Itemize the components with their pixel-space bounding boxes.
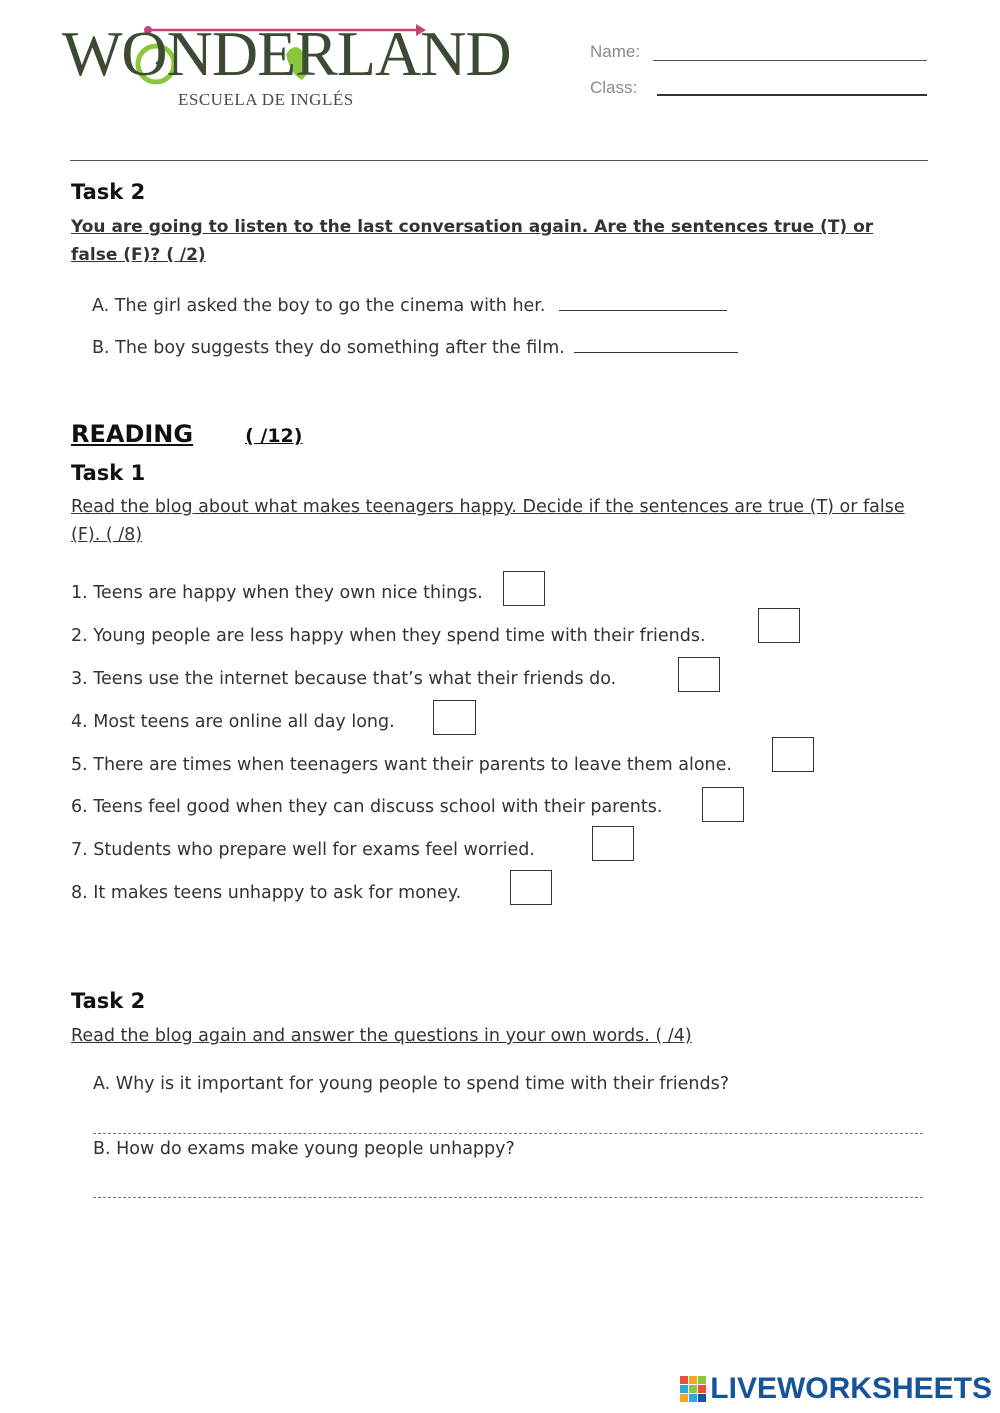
reading-item-7: 7. Students who prepare well for exams feel worried. (71, 840, 535, 860)
reading-heading (71, 420, 302, 448)
listening-task2-title: Task 2 (71, 180, 146, 204)
answer-line-b[interactable] (93, 1197, 923, 1198)
answer-box-8[interactable] (510, 870, 552, 905)
listening-item-a-text: A. The girl asked the boy to go the cinema with her. (92, 296, 546, 316)
liveworksheets-brand (680, 1372, 992, 1406)
reading-item-4: 4. Most teens are online all day long. (71, 712, 395, 732)
answer-box-3[interactable] (678, 657, 720, 692)
reading-task1-instruction: Read the blog about what makes teenagers happy. Decide if the sentences are true (T) or false (F). ( /8) (71, 497, 905, 545)
reading-item-1: 1. Teens are happy when they own nice things. (71, 583, 483, 603)
listening-item-a (92, 292, 727, 316)
answer-box-6[interactable] (702, 787, 744, 822)
listening-item-b (92, 334, 738, 358)
class-label: Class: (590, 78, 638, 97)
liveworksheets-text: LIVEWORKSHEETS (710, 1372, 992, 1405)
listening-task2-instruction: You are going to listen to the last conversation again. Are the sentences true (T) or false (F)? ( /2) (71, 217, 874, 265)
answer-box-4[interactable] (433, 700, 476, 735)
answer-line-a[interactable] (93, 1133, 923, 1134)
logo-wordmark: WONDERLAND (62, 18, 511, 89)
answer-box-5[interactable] (772, 737, 814, 772)
question-a: A. Why is it important for young people to spend time with their friends? (93, 1074, 729, 1094)
listening-item-b-text: B. The boy suggests they do something after the film. (92, 338, 565, 358)
reading-task1-title: Task 1 (71, 461, 146, 485)
answer-box-2[interactable] (758, 608, 800, 643)
answer-box-1[interactable] (503, 571, 545, 606)
reading-item-3: 3. Teens use the internet because that’s what their friends do. (71, 669, 617, 689)
name-field[interactable] (653, 60, 927, 61)
name-label: Name: (590, 42, 641, 61)
reading-task2-title: Task 2 (71, 989, 146, 1013)
reading-task2-instruction: Read the blog again and answer the questions in your own words. ( /4) (71, 1026, 692, 1046)
reading-score: ( /12) (245, 425, 303, 447)
class-field[interactable] (657, 94, 927, 96)
header-divider (70, 160, 928, 161)
logo-subtitle: ESCUELA DE INGLÉS (178, 90, 354, 109)
listening-answer-b[interactable] (574, 334, 738, 353)
answer-box-7[interactable] (592, 826, 634, 861)
reading-item-2: 2. Young people are less happy when they spend time with their friends. (71, 626, 706, 646)
reading-item-8: 8. It makes teens unhappy to ask for money. (71, 883, 462, 903)
reading-item-6: 6. Teens feel good when they can discuss school with their parents. (71, 797, 663, 817)
question-b: B. How do exams make young people unhappy? (93, 1139, 515, 1159)
reading-title: READING (71, 420, 194, 448)
liveworksheets-logo-icon (680, 1376, 706, 1402)
listening-answer-a[interactable] (559, 292, 727, 311)
reading-item-5: 5. There are times when teenagers want their parents to leave them alone. (71, 755, 732, 775)
